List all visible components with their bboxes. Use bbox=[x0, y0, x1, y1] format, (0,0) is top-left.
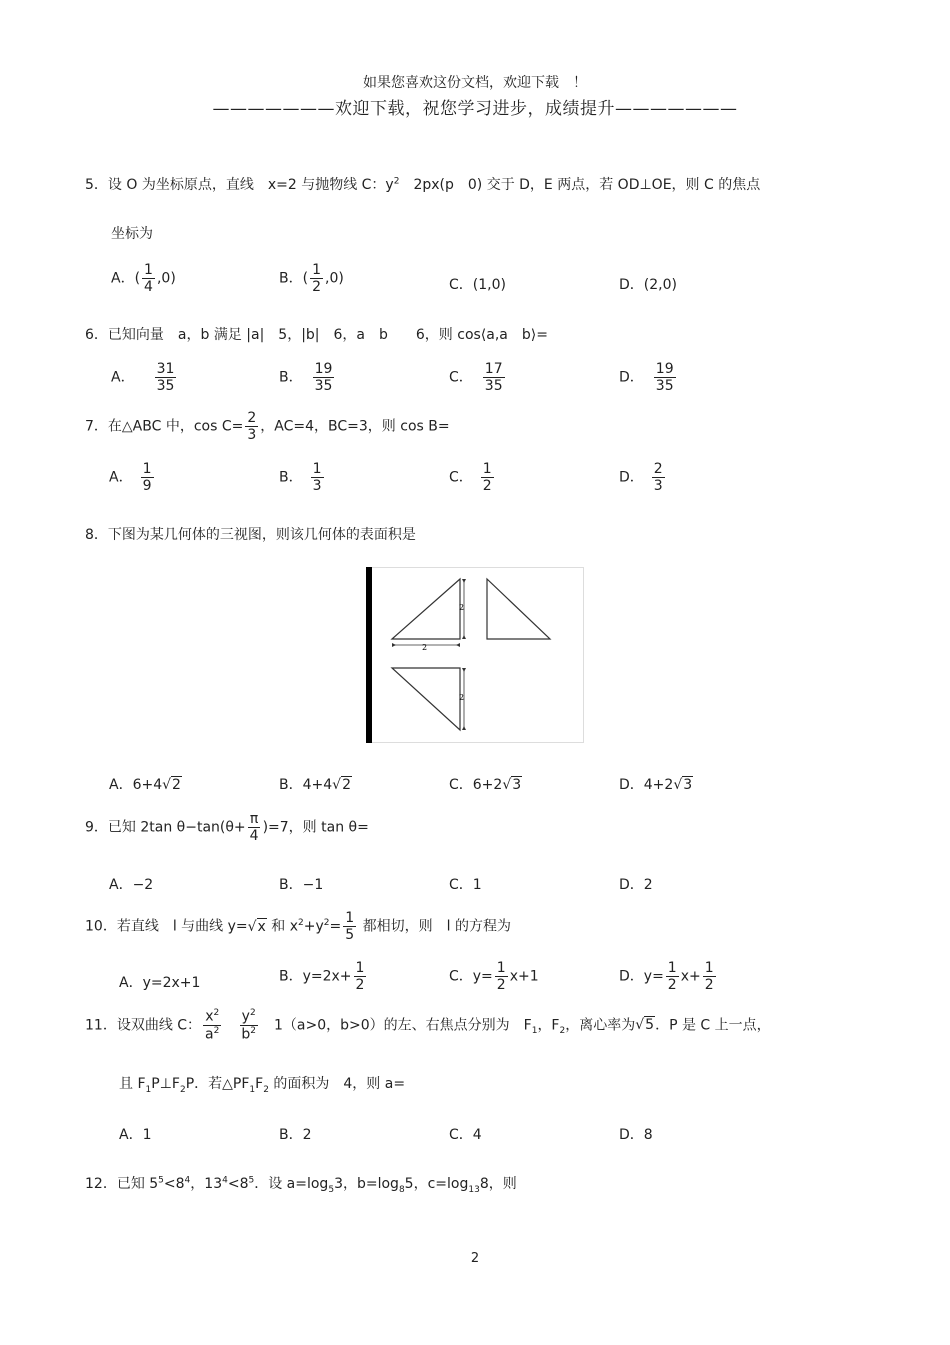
q6-a-num: 31 bbox=[156, 361, 175, 377]
q7-c-den: 2 bbox=[482, 478, 492, 495]
q7-a-label: A． bbox=[109, 469, 133, 486]
q5-a-fraction bbox=[142, 262, 155, 295]
three-view-figure bbox=[366, 567, 584, 743]
q9-text-a: 9．已知 2tan θ−tan(θ+ bbox=[85, 819, 246, 836]
q11-text-d: ，离心率为 bbox=[565, 1017, 636, 1034]
q7-b-num: 1 bbox=[312, 461, 322, 477]
q5-a-num: 1 bbox=[144, 262, 153, 278]
q11-a-den bbox=[203, 1026, 221, 1043]
q7-d-fraction bbox=[652, 461, 665, 494]
q6-b-label: B． bbox=[279, 369, 303, 386]
q9-option-a: A．−2 bbox=[109, 877, 154, 893]
q7-c-label: C． bbox=[449, 469, 473, 486]
question-7-stem bbox=[85, 410, 450, 443]
q8-option-b bbox=[279, 774, 352, 794]
figure-left-bar bbox=[366, 567, 372, 743]
q10-b-label: B．y=2x+ bbox=[279, 968, 352, 985]
q6-c-label: C． bbox=[449, 369, 473, 386]
front-view-width-label: 2 bbox=[422, 643, 428, 652]
q6-a-den: 35 bbox=[156, 378, 175, 395]
q12-s3: 13 bbox=[468, 1184, 480, 1195]
q5-option-a bbox=[111, 262, 176, 295]
q10-c-den: 2 bbox=[496, 977, 506, 994]
q12-t2: <8 bbox=[163, 1176, 185, 1192]
q10-den: 5 bbox=[345, 927, 355, 944]
q7-option-a bbox=[109, 461, 156, 494]
q10-text-a: 10．若直线 l 与曲线 y= bbox=[85, 918, 248, 935]
q11-a-var: a bbox=[205, 1026, 214, 1043]
q11-option-c: C．4 bbox=[449, 1127, 482, 1143]
q6-a-fraction bbox=[155, 361, 177, 394]
q6-option-c bbox=[449, 361, 507, 394]
q8-option-a bbox=[109, 774, 182, 794]
q10-fraction bbox=[343, 910, 356, 943]
front-view-height-label: 2 bbox=[459, 603, 465, 612]
q6-option-a bbox=[111, 361, 178, 394]
question-12-stem bbox=[85, 1173, 517, 1195]
q7-num: 2 bbox=[247, 410, 257, 426]
q11-text-e: ．P 是 C 上一点， bbox=[655, 1017, 771, 1034]
q10-exp-1: 2 bbox=[298, 917, 304, 928]
question-5-stem-cont: 坐标为 bbox=[111, 226, 153, 242]
q7-b-fraction bbox=[311, 461, 324, 494]
q5-b-label: B．( bbox=[279, 270, 309, 287]
q8-a-radicand: 2 bbox=[172, 777, 181, 793]
q5-a-tail: ,0) bbox=[156, 270, 176, 287]
q11-sub-2: 2 bbox=[559, 1026, 566, 1037]
q10-d-num-1: 1 bbox=[667, 960, 677, 976]
q11-l2-sub-3: 1 bbox=[249, 1084, 256, 1095]
q12-t4: <8 bbox=[227, 1176, 249, 1192]
q11-fraction-x bbox=[203, 1008, 221, 1043]
q10-d-fraction-2 bbox=[703, 960, 716, 993]
q10-b-num: 1 bbox=[355, 960, 365, 976]
q5-option-d: D．(2,0) bbox=[619, 277, 677, 293]
q10-d-den-2: 2 bbox=[704, 977, 714, 994]
q8-a-label: A．6+4 bbox=[109, 777, 163, 793]
q11-b-var: b bbox=[241, 1026, 251, 1043]
q10-b-fraction bbox=[354, 960, 367, 993]
q11-y-num bbox=[240, 1008, 258, 1026]
q8-d-radicand: 3 bbox=[683, 777, 693, 793]
top-view-height-label: 2 bbox=[459, 693, 465, 702]
q5-b-tail: ,0) bbox=[325, 270, 344, 287]
q11-text-b: 1（a>0，b>0）的左、右焦点分别为 F bbox=[260, 1017, 532, 1034]
q10-text-c: +y bbox=[303, 918, 324, 935]
q7-text-a: 7．在△ABC 中，cos C= bbox=[85, 418, 244, 435]
q12-t3: ，13 bbox=[190, 1176, 223, 1192]
q11-option-b: B．2 bbox=[279, 1127, 312, 1143]
q11-l2-sub-4: 2 bbox=[263, 1084, 269, 1095]
q10-d-mid: x+ bbox=[680, 968, 701, 985]
q12-e2: 4 bbox=[184, 1175, 191, 1186]
q5-text-a: 5．设 O 为坐标原点，直线 x=2 与抛物线 C：y bbox=[85, 177, 394, 193]
q10-c-num: 1 bbox=[496, 960, 506, 976]
q6-c-fraction bbox=[483, 361, 505, 394]
q11-b-exp: 2 bbox=[250, 1025, 256, 1036]
q11-l2-e: 的面积为 4，则 a= bbox=[268, 1076, 406, 1092]
question-5-stem bbox=[85, 174, 760, 194]
q10-exp-2: 2 bbox=[323, 917, 330, 928]
q11-l2-b: P⊥F bbox=[151, 1076, 180, 1092]
q8-d-sqrt: √3 bbox=[673, 777, 693, 793]
q11-b-den bbox=[239, 1026, 258, 1043]
q7-b-label: B． bbox=[279, 469, 303, 486]
q11-fraction-y bbox=[239, 1008, 258, 1043]
q6-b-fraction bbox=[313, 361, 335, 394]
q12-s1: 5 bbox=[328, 1184, 335, 1195]
q6-d-den: 35 bbox=[655, 378, 674, 395]
q12-e3: 4 bbox=[222, 1175, 228, 1186]
q11-a-exp: 2 bbox=[213, 1025, 220, 1036]
q12-t7: 5，c=log bbox=[404, 1176, 469, 1192]
q10-radicand: x bbox=[257, 918, 266, 935]
question-6-stem: 6．已知向量 a，b 满足 |a| 5，|b| 6，a b 6，则 cos⟨a,a b⟩= bbox=[85, 327, 548, 343]
q7-fraction bbox=[245, 410, 258, 443]
q11-x-var: x bbox=[205, 1008, 214, 1025]
q11-sub-1: 1 bbox=[531, 1026, 538, 1037]
q7-a-fraction bbox=[141, 461, 154, 494]
q7-option-b bbox=[279, 461, 326, 494]
q10-sqrt: √x bbox=[247, 918, 266, 935]
q6-option-b bbox=[279, 361, 336, 394]
q10-d-fraction-1 bbox=[666, 960, 679, 993]
q6-b-den: 35 bbox=[314, 378, 333, 395]
header-line-2: ———————欢迎下载，祝您学习进步，成绩提升——————— bbox=[212, 99, 738, 119]
q7-a-den: 9 bbox=[142, 478, 152, 495]
q9-den: 4 bbox=[249, 828, 259, 845]
question-8-stem: 8．下图为某几何体的三视图，则该几何体的表面积是 bbox=[85, 527, 416, 543]
q8-a-sqrt: √2 bbox=[162, 777, 181, 793]
q7-d-label: D． bbox=[619, 469, 644, 486]
q12-t8: 8，则 bbox=[479, 1176, 517, 1192]
q6-d-label: D． bbox=[619, 369, 644, 386]
q7-text-b: ，AC=4，BC=3，则 cos B= bbox=[260, 418, 450, 435]
q5-b-fraction bbox=[310, 262, 323, 295]
q8-b-sqrt: √2 bbox=[332, 777, 351, 793]
q7-c-num: 1 bbox=[482, 461, 492, 477]
q11-option-d: D．8 bbox=[619, 1127, 653, 1143]
q11-radicand: 5 bbox=[645, 1017, 655, 1034]
q8-b-label: B．4+4 bbox=[279, 777, 333, 793]
q5-exponent: 2 bbox=[393, 176, 400, 187]
q8-option-d bbox=[619, 774, 693, 794]
q12-t5: ．设 a=log bbox=[254, 1176, 329, 1192]
q7-option-d bbox=[619, 461, 667, 494]
q10-option-d bbox=[619, 960, 718, 993]
q9-text-b: )=7，则 tan θ= bbox=[262, 819, 369, 836]
q12-e4: 5 bbox=[248, 1175, 255, 1186]
question-9-stem bbox=[85, 811, 369, 844]
q7-d-num: 2 bbox=[653, 461, 663, 477]
q10-text-d: = bbox=[329, 918, 342, 935]
q10-text-b: 和 x bbox=[266, 918, 299, 935]
q11-y-var: y bbox=[241, 1008, 250, 1025]
q6-option-d bbox=[619, 361, 678, 394]
q6-c-num: 17 bbox=[484, 361, 503, 377]
q11-l2-sub-1: 1 bbox=[145, 1084, 152, 1095]
q5-b-num: 1 bbox=[312, 262, 321, 278]
page-number: 2 bbox=[470, 1251, 480, 1266]
q10-c-tail: x+1 bbox=[509, 968, 539, 985]
q10-option-c bbox=[449, 960, 539, 993]
q10-num: 1 bbox=[345, 910, 355, 926]
q10-option-a: A．y=2x+1 bbox=[119, 975, 201, 991]
q10-option-b bbox=[279, 960, 368, 993]
q6-d-num: 19 bbox=[655, 361, 674, 377]
q5-b-den: 2 bbox=[312, 279, 321, 296]
q12-t6: 3，b=log bbox=[334, 1176, 399, 1192]
q9-option-c: C．1 bbox=[449, 877, 482, 893]
q11-l2-c: P．若△PF bbox=[185, 1076, 250, 1092]
q11-y-exp: 2 bbox=[249, 1008, 256, 1018]
q8-d-label: D．4+2 bbox=[619, 777, 674, 793]
q10-d-label: D．y= bbox=[619, 968, 664, 985]
q10-c-label: C．y= bbox=[449, 968, 493, 985]
q7-option-c bbox=[449, 461, 496, 494]
q12-t1: 12．已知 5 bbox=[85, 1176, 159, 1192]
q5-option-b bbox=[279, 262, 344, 295]
q9-num: π bbox=[249, 811, 259, 827]
q5-option-c: C．(1,0) bbox=[449, 277, 506, 293]
q7-a-num: 1 bbox=[142, 461, 152, 477]
header-line-1: 如果您喜欢这份文档，欢迎下载 ！ bbox=[363, 75, 587, 91]
q12-s2: 8 bbox=[398, 1184, 405, 1195]
figure-border bbox=[367, 568, 584, 743]
three-view-svg bbox=[366, 567, 584, 743]
q5-a-label: A．( bbox=[111, 270, 141, 287]
q11-option-a: A．1 bbox=[119, 1127, 152, 1143]
q8-option-c bbox=[449, 774, 522, 794]
q10-c-fraction bbox=[495, 960, 508, 993]
q10-d-num-2: 1 bbox=[704, 960, 714, 976]
q7-den: 3 bbox=[247, 427, 257, 444]
question-10-stem bbox=[85, 910, 511, 943]
question-11-stem-cont bbox=[119, 1073, 405, 1095]
q8-c-radicand: 3 bbox=[512, 777, 522, 793]
q11-text-a: 11．设双曲线 C： bbox=[85, 1017, 202, 1034]
q6-d-fraction bbox=[654, 361, 676, 394]
q5-a-den: 4 bbox=[144, 279, 153, 296]
q6-a-label: A． bbox=[111, 369, 135, 386]
q11-text-c: ，F bbox=[537, 1017, 560, 1034]
q11-l2-a: 且 F bbox=[119, 1076, 146, 1092]
q9-fraction bbox=[248, 811, 261, 844]
q8-c-sqrt: √3 bbox=[502, 777, 522, 793]
q10-text-e: 都相切，则 l 的方程为 bbox=[358, 918, 511, 935]
q7-c-fraction bbox=[481, 461, 494, 494]
q11-sqrt: √5 bbox=[635, 1017, 655, 1034]
q7-d-den: 3 bbox=[653, 478, 663, 495]
q11-x-exp: 2 bbox=[213, 1008, 220, 1018]
q10-d-den-1: 2 bbox=[667, 977, 677, 994]
q6-b-num: 19 bbox=[314, 361, 333, 377]
q12-e1: 5 bbox=[158, 1175, 164, 1186]
q11-x-num bbox=[203, 1008, 221, 1026]
q8-b-radicand: 2 bbox=[342, 777, 351, 793]
q9-option-d: D．2 bbox=[619, 877, 653, 893]
q6-c-den: 35 bbox=[484, 378, 503, 395]
q8-c-label: C．6+2 bbox=[449, 777, 503, 793]
q9-option-b: B．−1 bbox=[279, 877, 324, 893]
q5-text-b: 2px(p 0) 交于 D，E 两点，若 OD⊥OE，则 C 的焦点 bbox=[399, 177, 761, 193]
q10-b-den: 2 bbox=[355, 977, 365, 994]
q7-b-den: 3 bbox=[312, 478, 322, 495]
q11-l2-d: F bbox=[255, 1076, 264, 1092]
question-11-stem bbox=[85, 1008, 771, 1043]
q11-l2-sub-2: 2 bbox=[179, 1084, 186, 1095]
